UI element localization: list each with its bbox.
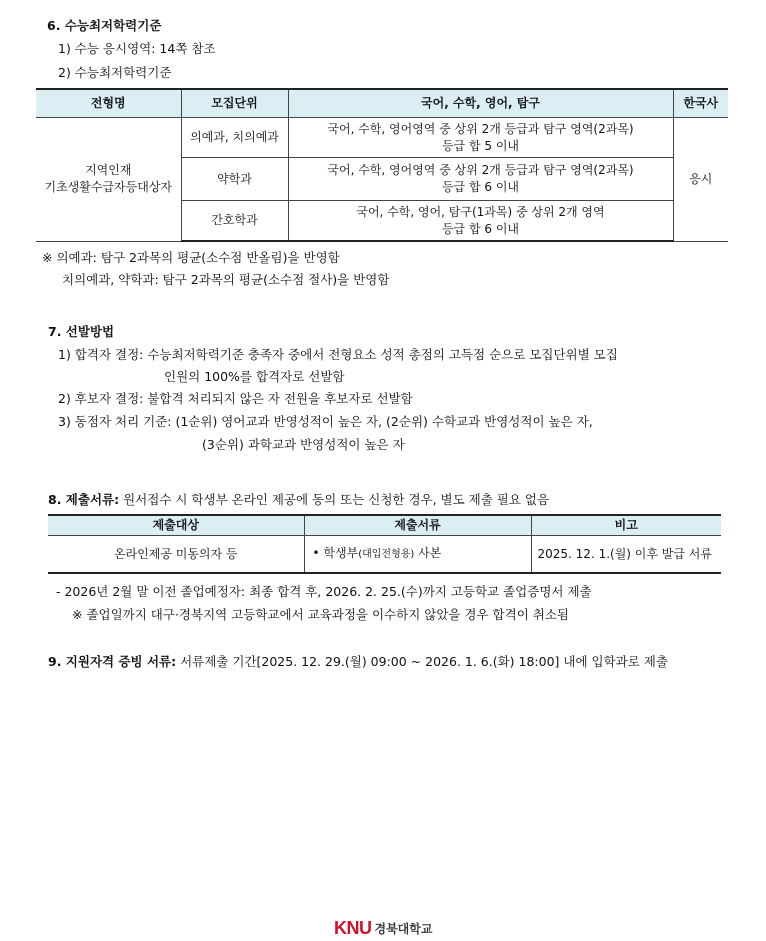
section-6-title: 6. 수능최저학력기준 — [47, 18, 162, 33]
requirement-cell — [288, 118, 673, 158]
requirement-line-2: 등급 합 6 이내 — [441, 180, 520, 194]
unit-cell: 약학과 — [181, 158, 288, 201]
document-name: 학생부 — [323, 546, 359, 560]
header-admission-type: 전형명 — [36, 89, 181, 118]
admission-type-line-2: 기초생활수급자등대상자 — [44, 180, 172, 195]
admission-type-cell — [36, 118, 181, 242]
header-remark: 비고 — [531, 515, 721, 536]
unit-cell: 간호학과 — [181, 201, 288, 242]
remark-cell: 2025. 12. 1.(월) 이후 발급 서류 — [531, 536, 721, 574]
university-logo — [334, 918, 432, 939]
document-cell — [304, 536, 531, 574]
table-row — [48, 536, 721, 574]
section-8-desc: 원서접수 시 학생부 온라인 제공에 동의 또는 신청한 경우, 별도 제출 필요 없음 — [123, 492, 550, 507]
logo-mark: KNU — [334, 918, 372, 938]
selection-item-2: 2) 후보자 결정: 불합격 처리되지 않은 자 전원을 후보자로 선발함 — [58, 391, 413, 406]
unit-cell: 의예과, 치의예과 — [181, 118, 288, 158]
note-medicine: ※ 의예과: 탐구 2과목의 평균(소수점 반올림)을 반영함 — [42, 250, 340, 265]
requirement-line-2: 등급 합 6 이내 — [441, 221, 520, 236]
header-documents: 제출서류 — [304, 515, 531, 536]
selection-item-3-cont: (3순위) 과학교과 반영성적이 높은 자 — [202, 437, 405, 452]
document-qualifier: (대입전형용) — [358, 549, 415, 560]
requirement-cell — [288, 158, 673, 201]
section-9-desc: 서류제출 기간[2025. 12. 29.(월) 09:00 ~ 2026. 1. 6.(화) 18:00] 내에 입학과로 제출 — [180, 654, 668, 669]
section-8-heading — [48, 490, 549, 508]
selection-item-1-cont: 인원의 100%를 합격자로 선발함 — [164, 369, 345, 384]
section-9-title: 9. 지원자격 증빙 서류: — [48, 654, 177, 669]
section-8-title: 8. 제출서류: — [48, 492, 120, 507]
documents-table — [48, 514, 721, 574]
graduation-note: - 2026년 2월 말 이전 졸업예정자: 최종 합격 후, 2026. 2. 25.(수)까지 고등학교 졸업증명서 제출 — [56, 584, 592, 599]
selection-item-3: 3) 동점자 처리 기준: (1순위) 영어교과 반영성적이 높은 자, (2순위) 수학교과 반영성적이 높은 자, — [58, 414, 593, 429]
note-dentistry-pharmacy: 치의예과, 약학과: 탐구 2과목의 평균(소수점 절사)을 반영함 — [62, 272, 390, 287]
target-cell: 온라인제공 미동의자 등 — [48, 536, 304, 574]
requirement-line-1: 국어, 수학, 영어, 탐구(1과목) 중 상위 2개 영역 — [356, 204, 605, 219]
header-korean-history: 한국사 — [673, 89, 728, 118]
section-9-heading — [48, 652, 668, 670]
requirement-cell — [288, 201, 673, 242]
cancellation-note: ※ 졸업일까지 대구·경북지역 고등학교에서 교육과정을 이수하지 않았을 경우 합격이 취소됨 — [72, 607, 569, 622]
bullet: • — [312, 546, 320, 560]
table-row — [36, 118, 728, 158]
section-6-item-1: 1) 수능 응시영역: 14쪽 참조 — [58, 41, 216, 56]
table-header-row — [48, 515, 721, 536]
section-7-title: 7. 선발방법 — [48, 324, 115, 339]
logo-name: 경북대학교 — [374, 922, 433, 936]
section-6-item-2: 2) 수능최저학력기준 — [58, 65, 172, 80]
csat-minimum-table — [36, 88, 728, 242]
requirement-line-2: 등급 합 5 이내 — [441, 138, 520, 153]
korean-history-cell: 응시 — [673, 118, 728, 242]
admission-type-line-1: 지역인재 — [85, 163, 132, 178]
requirement-line-1: 국어, 수학, 영어영역 중 상위 2개 등급과 탐구 영역(2과목) — [327, 121, 634, 136]
selection-item-1: 1) 합격자 결정: 수능최저학력기준 충족자 중에서 전형요소 성적 총점의 고득점 순으로 모집단위별 모집 — [58, 347, 618, 362]
header-subjects: 국어, 수학, 영어, 탐구 — [288, 89, 673, 118]
requirement-line-1: 국어, 수학, 영어영역 중 상위 2개 등급과 탐구 영역(2과목) — [327, 163, 634, 177]
header-recruitment-unit: 모집단위 — [181, 89, 288, 118]
header-target: 제출대상 — [48, 515, 304, 536]
document-suffix: 사본 — [414, 546, 442, 560]
table-header-row — [36, 89, 728, 118]
